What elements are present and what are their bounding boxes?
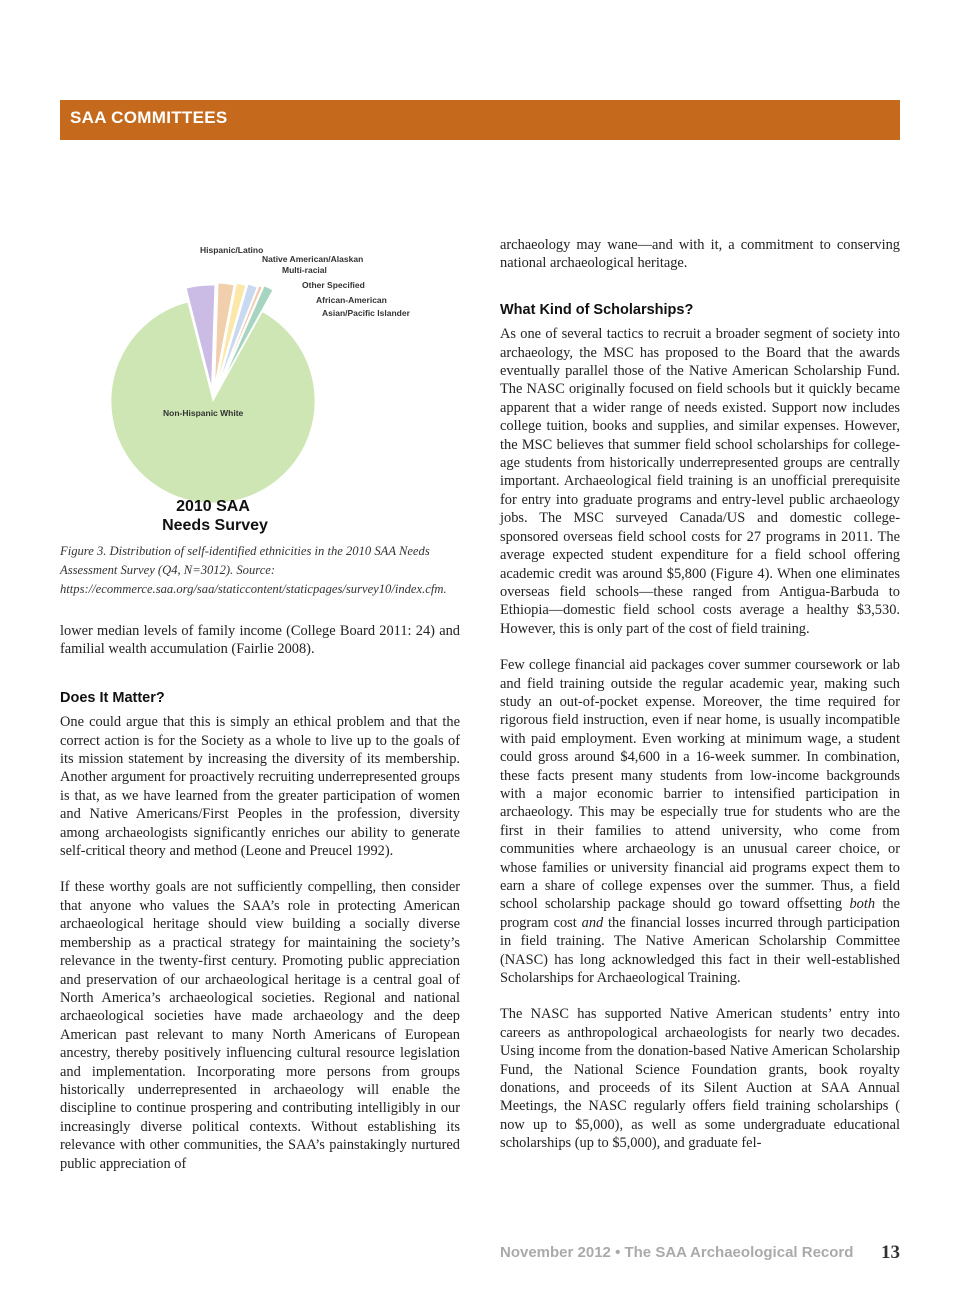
right-column bbox=[500, 236, 900, 1171]
paragraph: Few college financial aid packages cover summer coursework or lab and field training outside the regular academic year, making such study an out-of-pocket expense. Moreover, the time required for rigorous field instruction, even if near home, is usually incompatible with paid employment. Even working at minimum wage, a student could gross around $4,600 in a 16-week summer. In combination, these facts present many students from low-income backgrounds with a major economic barrier to intensified participation in archaeology. This may be especially true for students who are the first in their families to attend university, who come from communities where archaeology is an unusual career choice, or whose families or university financial aid programs expect them to earn a share of college expenses over the summer. Thus, a field school scholarship package should go toward offsetting both the program cost and the financial losses incurred through participation in field training. The Native American Scholarship Committee (NASC) has long acknowledged this fact in their well-established Scholarships for Archaeological Training. bbox=[500, 657, 900, 987]
page-footer bbox=[500, 1244, 900, 1268]
page-number: 13 bbox=[881, 1242, 900, 1263]
pie-label: Asian/Pacific Islander bbox=[322, 308, 410, 318]
chart-title: 2010 SAA bbox=[176, 498, 250, 515]
paragraph: archaeology may wane—and with it, a commitment to conserving national archaeological heritage. bbox=[500, 237, 900, 272]
paragraph: One could argue that this is simply an ethical problem and that the correct action is for the Society as a whole to live up to the goals of its mission statement by increasing the diversity of its membership. Another argument for proactively recruiting underrepresented groups is that, as we have learned from the greater participation of women and Native Americans/First Peoples in the profession, diversity among archaeologists significantly enriches our ability to generate self-critical theory and method (Leone and Preucel 1992). bbox=[60, 714, 460, 860]
pie-label: Multi-racial bbox=[282, 265, 327, 275]
figure-caption: Figure 3. Distribution of self-identified ethnicities in the 2010 SAA Needs Assessment Survey (Q4, N=3012). Source: https://ecommerce.saa.org/saa/staticcontent/staticpages/survey10/index.cfm. bbox=[60, 544, 447, 596]
paragraph: As one of several tactics to recruit a broader segment of society into archaeology, the MSC has proposed to the Board that the awards eventually parallel those of the Native American Scholarship Fund. The NASC originally focused on field schools but it quickly became apparent that a wider range of needs existed. Support now includes college tuition, books and supplies, and similar expenses. However, the MSC believes that summer field school scholarships for college-age students from historically underrepresented groups are centrally important. Archaeological field training is an unofficial prerequisite for entry into graduate programs and entry-level public archaeology jobs. The MSC surveyed Canada/US and domestic college-sponsored overseas field school costs for 27 programs in 2011. The average expected student expenditure for a field school offering academic credit was around $5,800 (Figure 4). When one eliminates overseas field schools—these ranged from Antigua-Barbuda to Ethiopia—domestic field school costs average a healthy $3,530. However, this is only part of the cost of field training. bbox=[500, 326, 900, 637]
issue-line: November 2012 • The SAA Archaeological Record bbox=[500, 1244, 854, 1261]
pie-label: Hispanic/Latino bbox=[200, 245, 264, 255]
heading-does-it-matter: Does It Matter? bbox=[60, 689, 165, 706]
paragraph: If these worthy goals are not sufficiently compelling, then consider that anyone who values the SAA’s role in protecting American archaeological heritage should view building a socially diverse membership as a practical strategy for maintaining the society’s relevance in the twenty-first century. Promoting public appreciation and preservation of our archaeological heritage is a central goal of North America’s archaeological societies. Regional and national archaeological societies have made archaeology and the deep American past relevant to many North Americans of European ancestry, thereby positively influencing cultural resource legislation and implementation. Incorporating more persons from groups historically underrepresented in archaeology will enable the discipline to continue prospering and contributing intelligibly in our increasingly diverse political contexts. Without establishing its relevance with other communities, the SAA’s painstakingly nurtured public appreciation of bbox=[60, 879, 460, 1172]
section-banner bbox=[60, 100, 900, 140]
pie-label: Native American/Alaskan bbox=[262, 254, 364, 264]
left-column bbox=[60, 622, 460, 1191]
pie-slices bbox=[111, 283, 315, 503]
paragraph: The NASC has supported Native American students’ entry into careers as anthropological archaeologists for nearly two decades. Using income from the donation-based Native American Scholarship Fund, the National Science Foundation grants, book royalty donations, and proceeds of its Silent Auction at SAA Annual Meetings, the NASC regularly offers field training scholarships ( now up to $5,000), as well as some undergraduate educational scholarships (up to $5,000), and graduate fel- bbox=[500, 1006, 900, 1152]
paragraph: lower median levels of family income (College Board 2011: 24) and familial wealth accumulation (Fairlie 2008). bbox=[60, 623, 460, 658]
chart-subtitle: Needs Survey bbox=[162, 517, 268, 534]
pie-chart bbox=[100, 236, 460, 536]
pie-label: Other Specified bbox=[302, 280, 365, 290]
heading-scholarships: What Kind of Scholarships? bbox=[500, 301, 694, 318]
pie-label: Non-Hispanic White bbox=[163, 408, 244, 418]
pie-label: African-American bbox=[316, 295, 387, 305]
section-title: SAA COMMITTEES bbox=[70, 108, 228, 127]
